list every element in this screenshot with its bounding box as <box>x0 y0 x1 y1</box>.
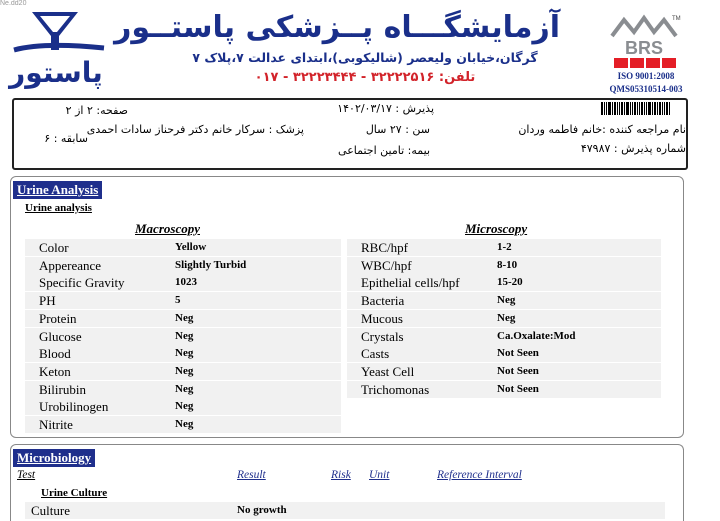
logo-right-text: BRS <box>624 38 664 58</box>
macroscopy-row <box>25 274 341 291</box>
reception-date: پذیرش : ۱۴۰۲/۰۳/۱۷ <box>337 102 434 115</box>
patient-age: سن : ۲۷ سال <box>365 123 430 136</box>
microscopy-row <box>347 257 661 274</box>
col-test: Test <box>17 469 36 481</box>
row-value: Neg <box>175 400 194 413</box>
brs-logo <box>608 10 688 70</box>
row-value: Slightly Turbid <box>175 258 247 271</box>
row-value: 8-10 <box>497 258 518 271</box>
microbiology-title: Microbiology <box>13 449 95 467</box>
urine-culture-subtitle: Urine Culture <box>41 487 108 499</box>
page-number: صفحه: ۲ از ۲ <box>65 104 128 117</box>
row-value: Not Seen <box>497 364 539 377</box>
microscopy-row <box>347 363 661 380</box>
row-label: Mucous <box>361 310 403 326</box>
report-header <box>0 0 720 96</box>
row-label: Crystals <box>361 328 404 344</box>
row-value: 1-2 <box>497 241 512 253</box>
row-label: Keton <box>39 363 71 379</box>
row-label: Protein <box>39 310 77 326</box>
row-label: Urobilinogen <box>39 399 109 415</box>
macroscopy-row <box>25 310 341 327</box>
row-label: Casts <box>361 346 390 362</box>
row-label: Bilirubin <box>39 381 86 397</box>
row-value: Neg <box>175 311 194 324</box>
row-label: WBC/hpf <box>361 257 412 273</box>
phone-label: تلفن: <box>438 70 476 85</box>
barcode-icon <box>601 102 683 115</box>
row-value: Neg <box>175 364 194 377</box>
row-label: Yeast Cell <box>361 363 415 379</box>
row-value: Neg <box>175 329 194 342</box>
row-label: Nitrite <box>39 417 73 432</box>
urine-analysis-subtitle: Urine analysis <box>25 202 92 214</box>
iso-info <box>596 70 696 96</box>
culture-value: No growth <box>237 504 287 516</box>
row-label: Epithelial cells/hpf <box>361 275 460 291</box>
macroscopy-row <box>25 363 341 380</box>
row-label: Appereance <box>39 257 102 273</box>
row-value: Not Seen <box>497 382 539 395</box>
pasteur-logo <box>4 6 108 92</box>
reception-number: شماره پذیرش : ۴۷۹۸۷ <box>580 142 686 155</box>
row-label: Color <box>39 240 69 255</box>
culture-row <box>25 502 665 519</box>
row-value: Ca.Oxalate:Mod <box>497 329 576 342</box>
lab-phones <box>240 70 490 85</box>
col-risk: Risk <box>331 469 351 481</box>
microscopy-row <box>347 328 661 345</box>
doctor-name: پزشک : سرکار خانم دکتر فرحناز سادات احمدی <box>86 123 304 136</box>
patient-info-box <box>12 98 688 170</box>
qms-line: QMS05310514-003 <box>609 84 683 94</box>
row-value: Neg <box>497 311 516 324</box>
phone-numbers: ۳۲۲۲۲۵۱۶ - ۳۲۲۲۳۴۴۴ - ۰۱۷ <box>254 70 435 85</box>
logo-left-text: پاستور <box>9 56 103 89</box>
culture-label: Culture <box>31 503 70 518</box>
macroscopy-row <box>25 381 341 398</box>
macroscopy-row <box>25 328 341 345</box>
macroscopy-row <box>25 398 341 415</box>
microscopy-row <box>347 239 661 256</box>
iso-line: ISO 9001:2008 <box>617 71 675 81</box>
macroscopy-row <box>25 239 341 256</box>
row-value: 1023 <box>175 276 197 289</box>
row-label: Bacteria <box>361 293 405 309</box>
logo-tm: TM <box>672 16 681 22</box>
microbiology-section <box>10 444 684 521</box>
lab-name: آزمایشگـــاه پــزشکی پاستــور <box>114 10 560 45</box>
macroscopy-heading: Macroscopy <box>135 221 200 236</box>
history: سابقه : ۶ <box>44 132 88 145</box>
macroscopy-row <box>25 257 341 274</box>
row-label: RBC/hpf <box>361 240 408 255</box>
row-value: Neg <box>175 382 194 395</box>
row-value: Yellow <box>175 241 207 253</box>
row-value: 15-20 <box>497 276 523 289</box>
row-label: Specific Gravity <box>39 275 125 291</box>
col-reference-interval: Reference Interval <box>437 469 522 481</box>
microscopy-row <box>347 381 661 398</box>
microscopy-row <box>347 274 661 291</box>
row-value: Neg <box>497 294 516 307</box>
lab-address: گرگان،خیابان ولیعصر (شالیکوبی)،ابتدای عدالت ۷،پلاک ۷ <box>192 50 538 65</box>
microscopy-row <box>347 310 661 327</box>
microscopy-row <box>347 345 661 362</box>
macroscopy-row <box>25 292 341 309</box>
row-value: Neg <box>175 418 194 430</box>
col-result: Result <box>237 469 266 481</box>
urine-analysis-section <box>10 176 684 438</box>
row-value: 5 <box>175 294 181 307</box>
col-unit: Unit <box>369 469 390 481</box>
macroscopy-row <box>25 416 341 433</box>
row-label: Blood <box>39 346 71 362</box>
urine-analysis-title: Urine Analysis <box>13 181 102 199</box>
patient-name: نام مراجعه کننده :خانم فاطمه وردان <box>518 123 686 136</box>
microscopy-heading: Microscopy <box>465 221 528 236</box>
microscopy-row <box>347 292 661 309</box>
row-label: Trichomonas <box>361 381 430 397</box>
corner-mark: Ne.dd20 <box>0 0 27 7</box>
row-value: Not Seen <box>497 347 539 360</box>
row-label: Glucose <box>39 328 82 344</box>
macroscopy-row <box>25 345 341 362</box>
row-label: PH <box>39 293 56 309</box>
insurance: بیمه: تامین اجتماعی <box>338 144 430 157</box>
row-value: Neg <box>175 347 194 360</box>
